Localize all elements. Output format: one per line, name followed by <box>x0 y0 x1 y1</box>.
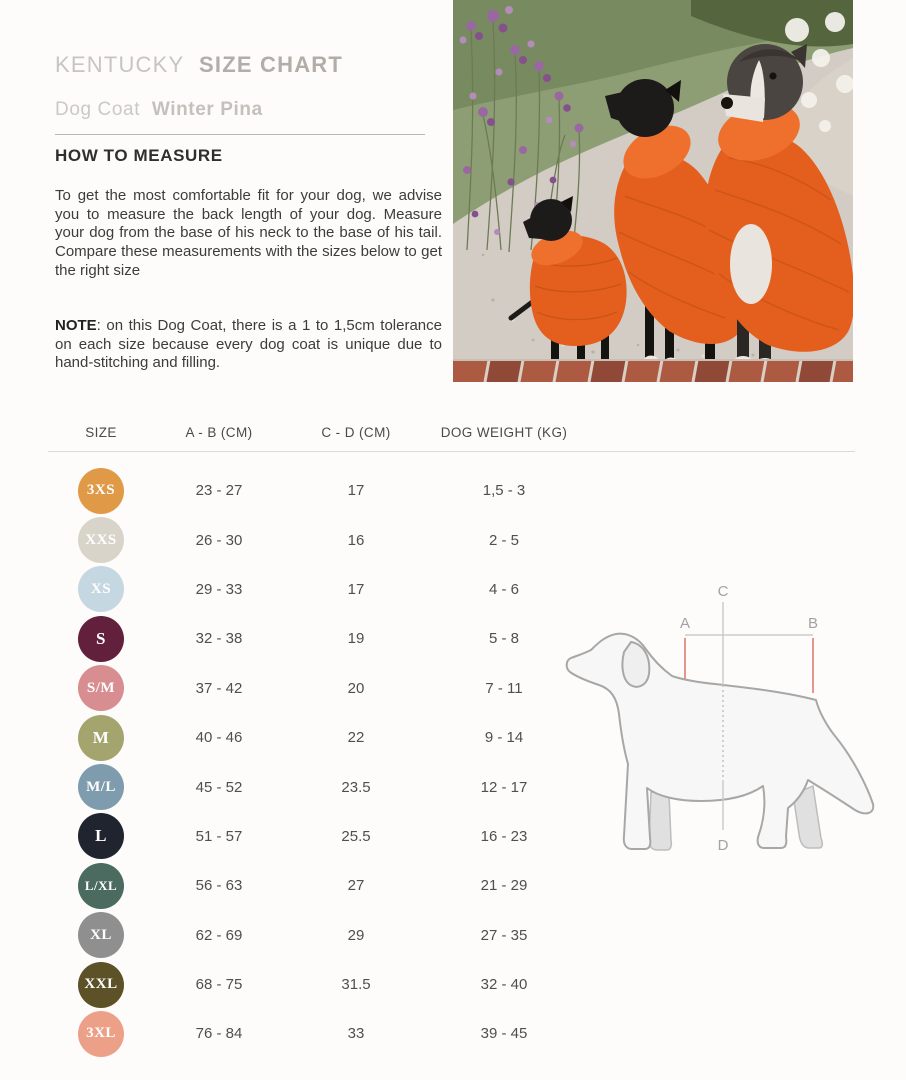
header-c-d: C - D (CM) <box>321 424 391 440</box>
size-cell <box>48 468 154 514</box>
c-d-cell: 17 <box>347 580 365 598</box>
how-to-measure-heading: HOW TO MEASURE <box>55 146 223 165</box>
weight-cell: 12 - 17 <box>480 778 528 796</box>
size-badge: XXL <box>78 962 124 1008</box>
weight-cell: 5 - 8 <box>488 630 519 648</box>
table-row <box>48 515 855 564</box>
label-a: A <box>679 615 691 632</box>
measure-instructions: To get the most comfortable fit for your dog, we advise you to measure the back length of your dog. Measure your dog from the base of his neck to the base of his tail. Compare these measurements with the sizes below to get the right size <box>55 187 442 279</box>
size-badge: 3XL <box>78 1011 124 1057</box>
product-subtitle <box>55 99 425 135</box>
weight-cell: 7 - 11 <box>485 679 523 697</box>
c-d-cell: 23.5 <box>341 778 371 796</box>
c-d-cell: 17 <box>347 482 365 500</box>
c-d-cell: 31.5 <box>341 976 371 994</box>
size-cell <box>48 566 154 612</box>
a-b-cell: 32 - 38 <box>195 630 243 648</box>
header-size: SIZE <box>85 424 117 440</box>
size-badge: M <box>78 715 124 761</box>
size-table-header <box>48 413 855 452</box>
weight-cell: 4 - 6 <box>488 580 519 598</box>
c-d-cell: 29 <box>347 926 365 944</box>
tolerance-note <box>55 317 442 373</box>
dogs-photo-illustration <box>453 0 853 382</box>
table-row <box>48 466 855 515</box>
size-badge: S/M <box>78 665 124 711</box>
size-cell <box>48 764 154 810</box>
a-b-cell: 51 - 57 <box>195 827 243 845</box>
table-row <box>48 960 855 1009</box>
c-d-cell: 16 <box>347 531 365 549</box>
a-b-cell: 76 - 84 <box>195 1025 243 1043</box>
size-cell <box>48 912 154 958</box>
weight-cell: 32 - 40 <box>480 976 528 994</box>
header-dog-weight: DOG WEIGHT (KG) <box>440 424 568 440</box>
a-b-cell: 23 - 27 <box>195 482 243 500</box>
c-d-cell: 20 <box>347 679 365 697</box>
size-badge: L/XL <box>78 863 124 909</box>
note-label: NOTE <box>55 317 97 334</box>
weight-cell: 1,5 - 3 <box>482 482 526 500</box>
a-b-cell: 40 - 46 <box>195 729 243 747</box>
size-cell <box>48 665 154 711</box>
product-photo <box>453 0 853 382</box>
size-cell <box>48 517 154 563</box>
a-b-cell: 37 - 42 <box>195 679 243 697</box>
c-d-cell: 27 <box>347 877 365 895</box>
a-b-cell: 68 - 75 <box>195 976 243 994</box>
page-title <box>55 52 343 78</box>
size-badge: XS <box>78 566 124 612</box>
brand-name: KENTUCKY <box>55 52 185 77</box>
table-row <box>48 1009 855 1058</box>
table-row <box>48 911 855 960</box>
label-d: D <box>717 837 729 854</box>
a-b-cell: 45 - 52 <box>195 778 243 796</box>
size-badge: L <box>78 813 124 859</box>
size-badge: S <box>78 616 124 662</box>
size-badge: XL <box>78 912 124 958</box>
a-b-cell: 26 - 30 <box>195 531 243 549</box>
a-b-cell: 56 - 63 <box>195 877 243 895</box>
product-name: Winter Pina <box>151 99 263 120</box>
weight-cell: 21 - 29 <box>480 877 528 895</box>
measuring-diagram <box>555 572 905 879</box>
size-badge: XXS <box>78 517 124 563</box>
weight-cell: 9 - 14 <box>484 729 524 747</box>
label-b: B <box>807 615 819 632</box>
c-d-cell: 25.5 <box>341 827 371 845</box>
a-b-cell: 29 - 33 <box>195 580 243 598</box>
note-body: : on this Dog Coat, there is a 1 to 1,5cm tolerance on each size because every dog coat is unique due to hand-stitching and filling. <box>55 317 442 372</box>
size-cell <box>48 616 154 662</box>
weight-cell: 16 - 23 <box>480 827 528 845</box>
weight-cell: 39 - 45 <box>480 1025 528 1043</box>
label-c: C <box>717 583 729 600</box>
product-type: Dog Coat <box>55 99 141 120</box>
weight-cell: 2 - 5 <box>488 531 519 549</box>
title-size-chart: SIZE CHART <box>199 52 344 77</box>
dog-measurement-illustration <box>555 572 905 879</box>
c-d-cell: 22 <box>347 729 365 747</box>
size-badge: 3XS <box>78 468 124 514</box>
header-a-b: A - B (CM) <box>185 424 253 440</box>
c-d-cell: 19 <box>347 630 365 648</box>
size-cell <box>48 715 154 761</box>
size-cell <box>48 1011 154 1057</box>
size-badge: M/L <box>78 764 124 810</box>
size-cell <box>48 962 154 1008</box>
c-d-cell: 33 <box>347 1025 365 1043</box>
a-b-cell: 62 - 69 <box>195 926 243 944</box>
size-cell <box>48 863 154 909</box>
weight-cell: 27 - 35 <box>480 926 528 944</box>
size-cell <box>48 813 154 859</box>
